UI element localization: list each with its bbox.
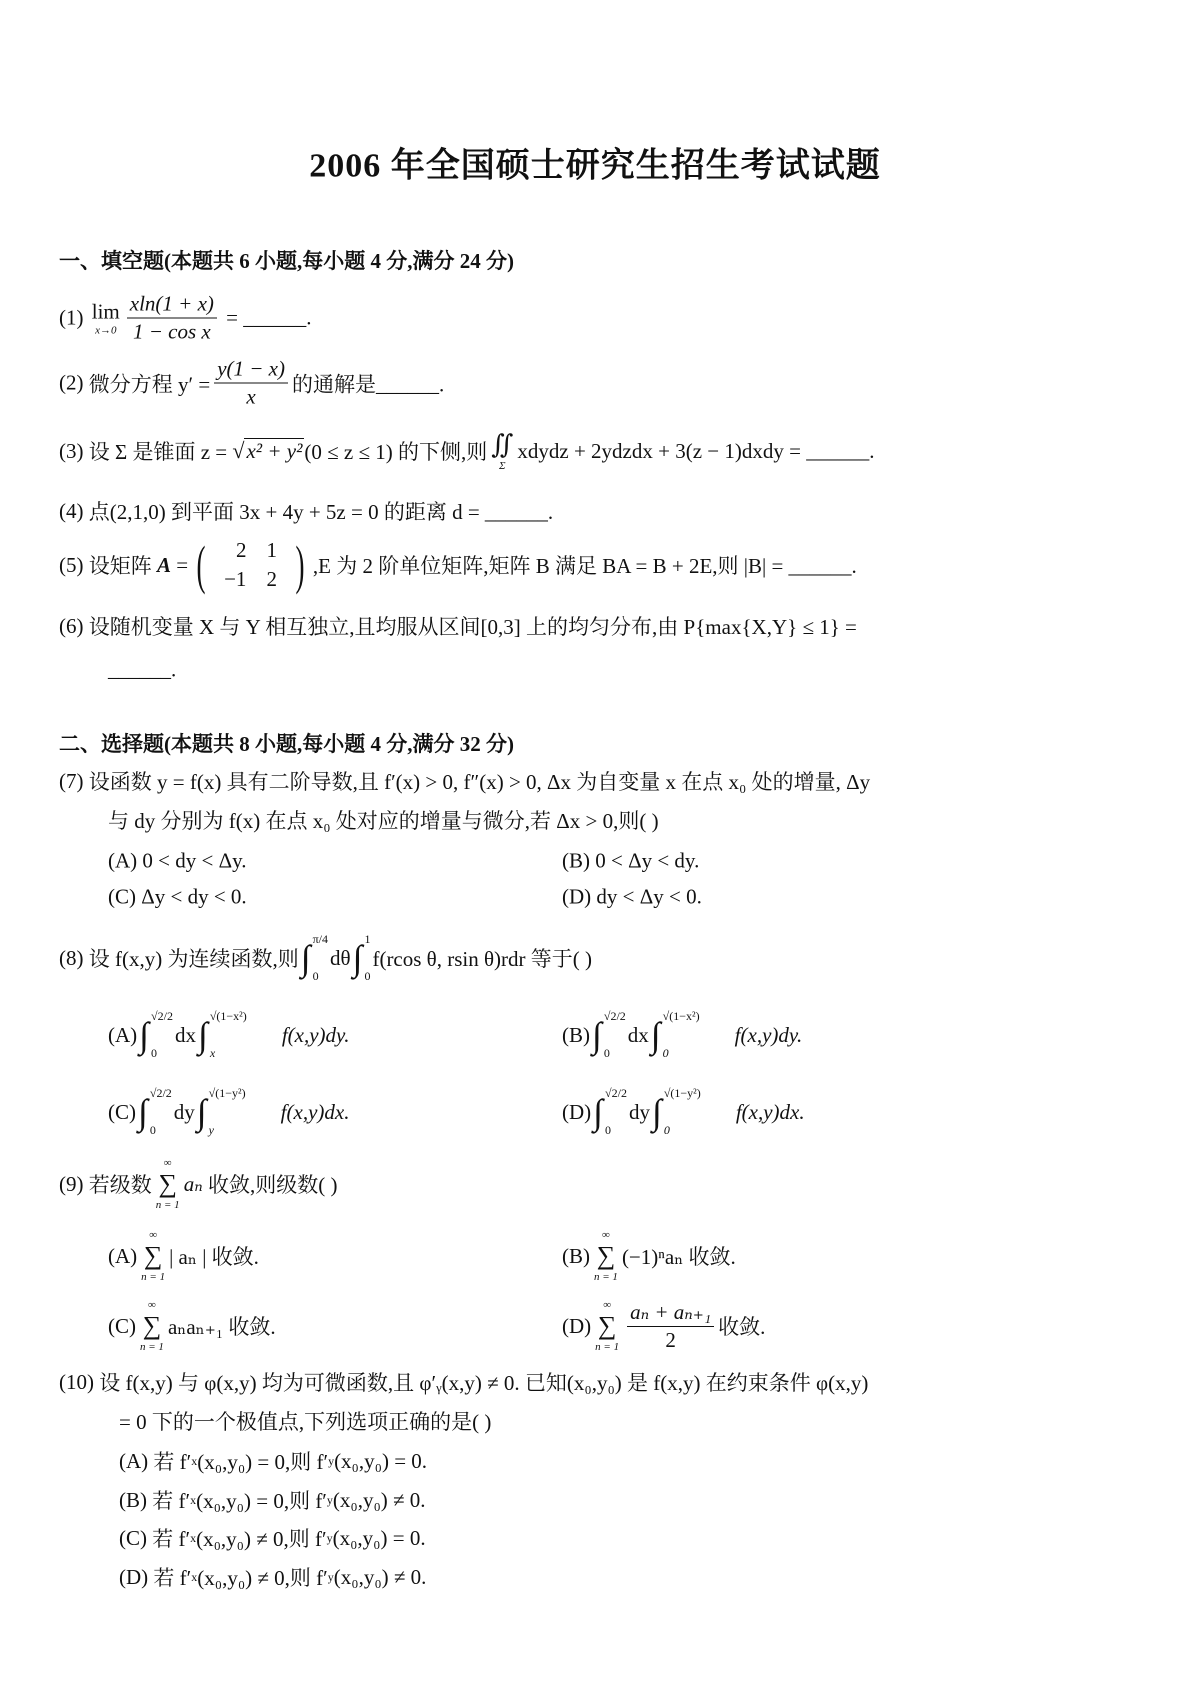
sum-upper: ∞ [163,1157,172,1169]
series-term: aₙ [183,1171,203,1196]
lower-limit: x [209,1046,216,1060]
option-text: 收敛. [718,1315,766,1339]
upper-limit: √(1−x²) [209,1009,247,1023]
question-text: 设 f(x,y) 与 φ(x,y) 均为可微函数,且 φ′ᵧ(x,y) ≠ 0. 已知(x₀,y₀) 是 f(x,y) 在约束条件 φ(x,y) [99,1371,869,1395]
sum-lower: n = 1 [595,1341,620,1353]
limit [92,300,120,337]
upper-limit: 1 [364,932,371,946]
integral [301,932,328,984]
fraction [627,1300,714,1353]
integral-icon: ∫ [139,1015,150,1055]
option-b: (B) 0 < Δy < dy. [562,848,700,873]
sum-upper: ∞ [148,1299,156,1311]
option-c [108,1299,276,1353]
numerator: aₙ + aₙ₊₁ [627,1300,714,1327]
sum-upper: ∞ [602,1229,610,1241]
section-heading-choice: 二、选择题(本题共 8 小题,每小题 4 分,满分 32 分) [59,732,514,756]
option-b [119,1485,426,1515]
equals: = [176,552,189,577]
question-text: 设随机变量 X 与 Y 相互独立,且均服从区间[0,3] 上的均匀分布,由 P{max{X,Y} ≤ 1} = [88,615,857,639]
integral-icon: ∫ [138,1092,148,1132]
differential: dθ [330,945,351,970]
option-c: (C) Δy < dy < 0. [108,884,247,909]
radicand: x² + y² [246,439,303,463]
sigma-icon: ∑ [142,1311,162,1340]
sum-upper: ∞ [149,1229,158,1241]
question-text: f(rcos θ, rsin θ)rdr 等于( ) [372,947,593,971]
double-integral-icon: ∬ [491,430,514,459]
surface-integral [491,430,513,472]
subscript: x [191,1569,198,1584]
integral-icon: ∫ [650,1015,661,1055]
subscript: y [326,1530,333,1545]
differential: dx [627,1022,649,1047]
sum-lower: n = 1 [594,1271,618,1283]
upper-limit: √(1−x²) [662,1009,700,1023]
question-text: 设矩阵 [88,554,152,578]
differential: dx [174,1022,196,1047]
question-4 [59,496,553,526]
integral-icon: ∫ [196,1092,207,1132]
sigma-icon: ∑ [143,1241,163,1270]
matrix-name: A [157,552,172,577]
question-text: xdydz + 2ydzdx + 3(z − 1)dxdy = ______. [517,438,875,463]
subscript: y [328,1453,335,1468]
option-c [108,1086,349,1138]
option-text: 若 f′ [153,1566,192,1590]
lower-limit: 0 [149,1123,156,1137]
question-5 [59,534,857,596]
question-number: (6) [59,613,84,638]
differential: dy [628,1099,650,1124]
question-number: (1) [59,305,84,330]
integrand: f(x,y)dy. [281,1022,350,1047]
integral-icon: ∫ [592,1015,602,1055]
question-text: 若级数 [88,1173,152,1197]
integral-icon: ∫ [593,1092,604,1132]
fraction [214,357,288,410]
question-number: (9) [59,1171,84,1196]
integral [353,932,371,984]
option-text: 若 f′ [152,1527,191,1551]
question-text: 设 Σ 是锥面 z = [88,440,228,464]
subscript: x [190,1492,197,1507]
upper-limit: √(1−y²) [208,1086,246,1100]
option-text: 若 f′ [152,1489,191,1513]
option-text: (−1)ⁿaₙ 收敛. [621,1245,736,1269]
question-text: 点(2,1,0) 到平面 3x + 4y + 5z = 0 的距离 d = ______. [88,500,554,524]
option-text: | aₙ | 收敛. [169,1245,259,1269]
lower-limit: 0 [662,1046,669,1060]
question-text: 设 f(x,y) 为连续函数,则 [88,947,299,971]
matrix-cell: 1 [266,538,277,562]
option-text: (x₀,y₀) = 0,则 f′ [196,1489,327,1513]
subscript: y [327,1569,334,1584]
integrand: f(x,y)dx. [735,1099,805,1124]
question-text: 收敛,则级数( ) [207,1173,338,1197]
option-a: (A) 0 < dy < Δy. [108,848,247,873]
lim-label: lim [91,299,120,324]
sum-lower: n = 1 [141,1271,166,1283]
section-heading-fill-in: 一、填空题(本题共 6 小题,每小题 4 分,满分 24 分) [59,249,514,273]
question-text: 微分方程 y′ = [88,372,211,396]
option-d [562,1299,765,1353]
option-text: 若 f′ [153,1450,192,1474]
option-text: (x₀,y₀) ≠ 0,则 f′ [196,1527,327,1551]
option-text: (x₀,y₀) ≠ 0,则 f′ [197,1566,328,1590]
integral-icon: ∫ [651,1092,662,1132]
integral-icon: ∫ [197,1015,208,1055]
question-number: (2) [59,370,84,395]
option-label: (A) [108,1243,138,1268]
summation [156,1157,180,1211]
question-number: (10) [59,1369,94,1394]
lower-limit: 0 [605,1123,612,1137]
denominator: x [246,384,256,409]
fraction [127,292,217,345]
option-d: (D) dy < Δy < 0. [562,884,702,909]
upper-limit: √2/2 [605,1086,627,1100]
question-6 [59,611,857,641]
matrix-cell: 2 [266,567,277,591]
question-text: (0 ≤ z ≤ 1) 的下侧,则 [304,440,488,464]
denominator: 2 [665,1327,676,1352]
upper-limit: √2/2 [149,1086,172,1100]
option-text: (x₀,y₀) = 0,则 f′ [197,1450,329,1474]
option-label: (B) [119,1487,147,1512]
upper-limit: √(1−y²) [663,1086,701,1100]
lower-limit: 0 [364,969,371,983]
sqrt-icon: √ [232,438,245,463]
sigma-icon: ∑ [158,1169,177,1198]
numerator: xln(1 + x) [127,292,217,319]
denominator: 1 − cos x [132,319,211,344]
option-c [119,1523,426,1553]
lower-limit: 0 [603,1046,610,1060]
answer-blank: = ______. [226,305,312,330]
option-a [119,1446,427,1476]
integrand: f(x,y)dx. [280,1099,350,1124]
lower-limit: 0 [663,1123,670,1137]
option-b [562,1009,802,1061]
sum-upper: ∞ [603,1299,612,1311]
answer-blank: ______. [108,657,177,682]
question-number: (8) [59,945,84,970]
lower-limit: 0 [312,969,319,983]
question-10 [59,1367,868,1397]
question-number: (5) [59,552,84,577]
upper-limit: π/4 [312,932,329,946]
option-label: (C) [108,1099,136,1124]
subscript: x [190,1530,197,1545]
option-text: (x₀,y₀) ≠ 0. [332,1487,426,1512]
lim-subscript: x→0 [95,324,117,337]
right-paren: ) [295,535,305,595]
upper-limit: √2/2 [151,1009,173,1023]
question-8 [59,932,592,984]
integrand: f(x,y)dy. [734,1022,803,1047]
option-d [562,1086,805,1138]
matrix [192,534,309,596]
option-text: (x₀,y₀) = 0. [332,1525,426,1550]
option-label: (C) [119,1525,147,1550]
subscript: y [326,1492,333,1507]
matrix-cell: 2 [235,538,247,562]
subscript: x [191,1453,198,1468]
sigma-icon: ∑ [597,1311,617,1340]
upper-limit: √2/2 [603,1009,626,1023]
option-label: (C) [108,1313,136,1338]
question-3 [59,430,874,472]
question-number: (3) [59,438,84,463]
option-label: (A) [108,1022,138,1047]
page-title: 2006 年全国硕士研究生招生考试试题 [309,147,881,185]
answer-blank: 的通解是______. [292,372,445,396]
option-label: (A) [119,1448,149,1473]
question-text: = 0 下的一个极值点,下列选项正确的是( ) [119,1410,492,1434]
option-label: (B) [562,1022,590,1047]
integral-icon: ∫ [300,938,311,978]
sigma-icon: ∑ [596,1241,616,1270]
option-label: (B) [562,1243,590,1268]
option-a [108,1009,349,1061]
question-number: (7) [59,768,84,793]
question-number: (4) [59,498,84,523]
numerator: y(1 − x) [214,357,288,384]
option-label: (D) [562,1099,592,1124]
question-2 [59,357,444,410]
matrix-cell: −1 [224,567,247,591]
question-text: 设函数 y = f(x) 具有二阶导数,且 f′(x) > 0, f″(x) > 0, Δx 为自变量 x 在点 x₀ 处的增量, Δy [88,770,871,794]
sum-lower: n = 1 [155,1199,180,1211]
option-d [119,1562,426,1592]
question-text: 与 dy 分别为 f(x) 在点 x₀ 处对应的增量与微分,若 Δx > 0,则( ) [108,809,659,833]
sum-lower: n = 1 [140,1341,164,1353]
left-paren: ( [196,535,206,595]
option-a [108,1229,259,1283]
option-label: (D) [562,1313,592,1338]
question-1 [59,292,312,345]
integral-icon: ∫ [352,938,363,978]
lower-limit: 0 [151,1046,158,1060]
differential: dy [173,1099,195,1124]
option-text: aₙaₙ₊₁ 收敛. [167,1315,276,1339]
lower-limit: y [208,1123,214,1137]
option-b [562,1229,736,1283]
question-7 [59,766,870,796]
question-9 [59,1157,337,1211]
option-text: (x₀,y₀) = 0. [334,1448,428,1473]
question-text: ,E 为 2 阶单位矩阵,矩阵 B 满足 BA = B + 2E,则 |B| = ______. [312,554,857,578]
option-label: (D) [119,1564,149,1589]
option-text: (x₀,y₀) ≠ 0. [333,1564,427,1589]
integral-domain: Σ [499,460,506,472]
